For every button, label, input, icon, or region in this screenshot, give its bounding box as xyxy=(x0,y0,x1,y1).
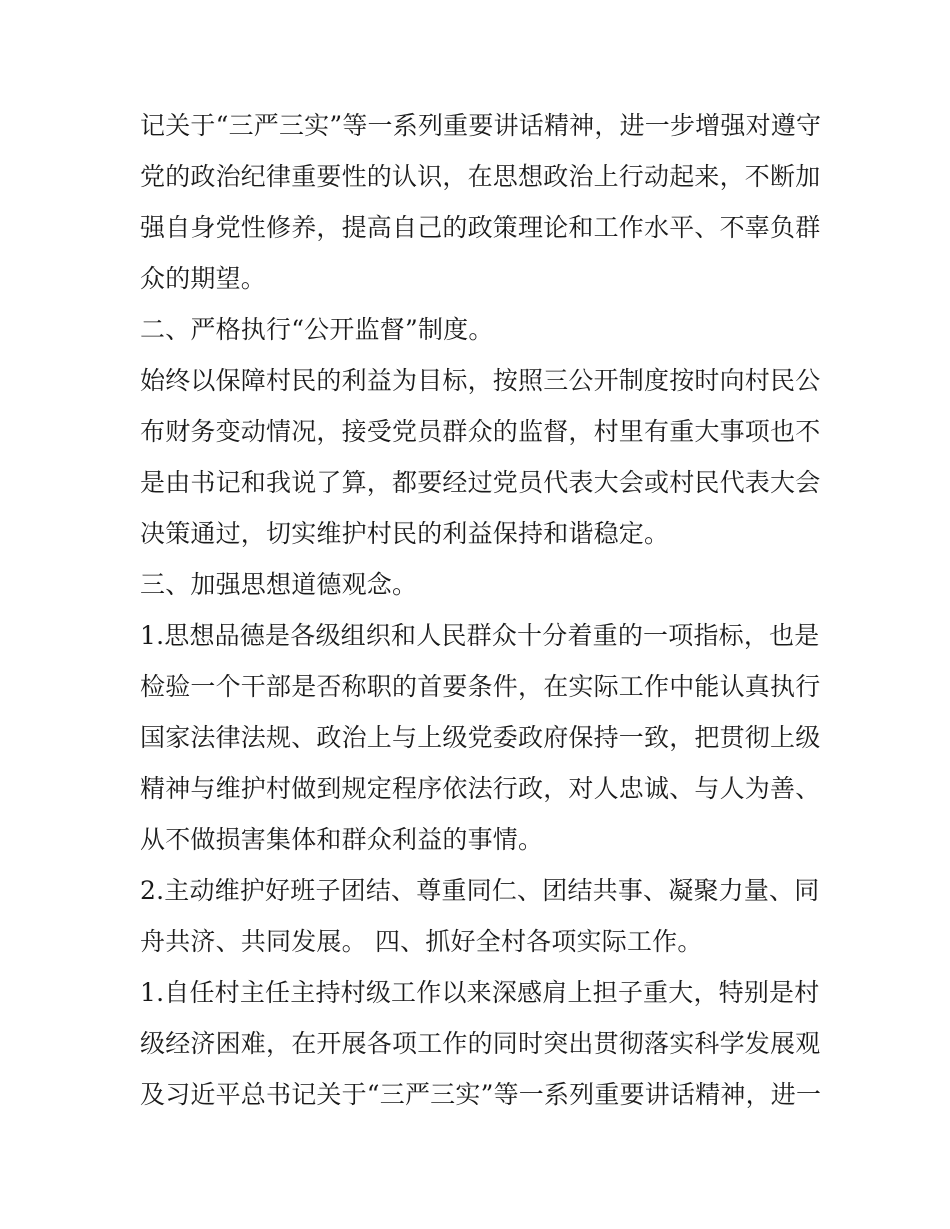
text-line: 布财务变动情况，接受党员群众的监督，村里有重大事项也不 xyxy=(140,417,821,446)
text-line: 决策通过，切实维护村民的利益保持和谐稳定。 xyxy=(140,519,670,548)
text-line: 级经济困难，在开展各项工作的同时突出贯彻落实科学发展观 xyxy=(140,1029,821,1058)
text-line: 强自身党性修养，提高自己的政策理论和工作水平、不辜负群 xyxy=(140,213,821,242)
text-line: 及习近平总书记关于“三严三实”等一系列重要讲话精神，进一 xyxy=(140,1080,822,1109)
section-heading: 三、加强思想道德观念。 xyxy=(140,570,418,599)
text-line: 国家法律法规、政治上与上级党委政府保持一致，把贯彻上级 xyxy=(140,723,821,752)
text-line: 从不做损害集体和群众利益的事情。 xyxy=(140,825,544,854)
text-line: 1.自任村主任主持村级工作以来深感肩上担子重大，特别是村 xyxy=(140,978,820,1007)
text-line: 精神与维护村做到规定程序依法行政，对人忠诚、与人为善、 xyxy=(140,774,821,803)
text-line: 2.主动维护好班子团结、尊重同仁、团结共事、凝聚力量、同 xyxy=(140,876,820,905)
text-line: 是由书记和我说了算，都要经过党员代表大会或村民代表大会 xyxy=(140,468,821,497)
text-line: 舟共济、共同发展。 四、抓好全村各项实际工作。 xyxy=(140,927,703,956)
document-body xyxy=(140,100,822,1120)
text-line: 1.思想品德是各级组织和人民群众十分着重的一项指标，也是 xyxy=(140,621,820,650)
text-line: 党的政治纪律重要性的认识，在思想政治上行动起来，不断加 xyxy=(140,162,821,191)
section-heading: 二、严格执行“公开监督”制度。 xyxy=(140,315,494,344)
text-line: 记关于“三严三实”等一系列重要讲话精神，进一步增强对遵守 xyxy=(140,111,822,140)
text-line: 众的期望。 xyxy=(140,264,267,293)
text-line: 始终以保障村民的利益为目标，按照三公开制度按时向村民公 xyxy=(140,366,821,395)
text-line: 检验一个干部是否称职的首要条件，在实际工作中能认真执行 xyxy=(140,672,821,701)
